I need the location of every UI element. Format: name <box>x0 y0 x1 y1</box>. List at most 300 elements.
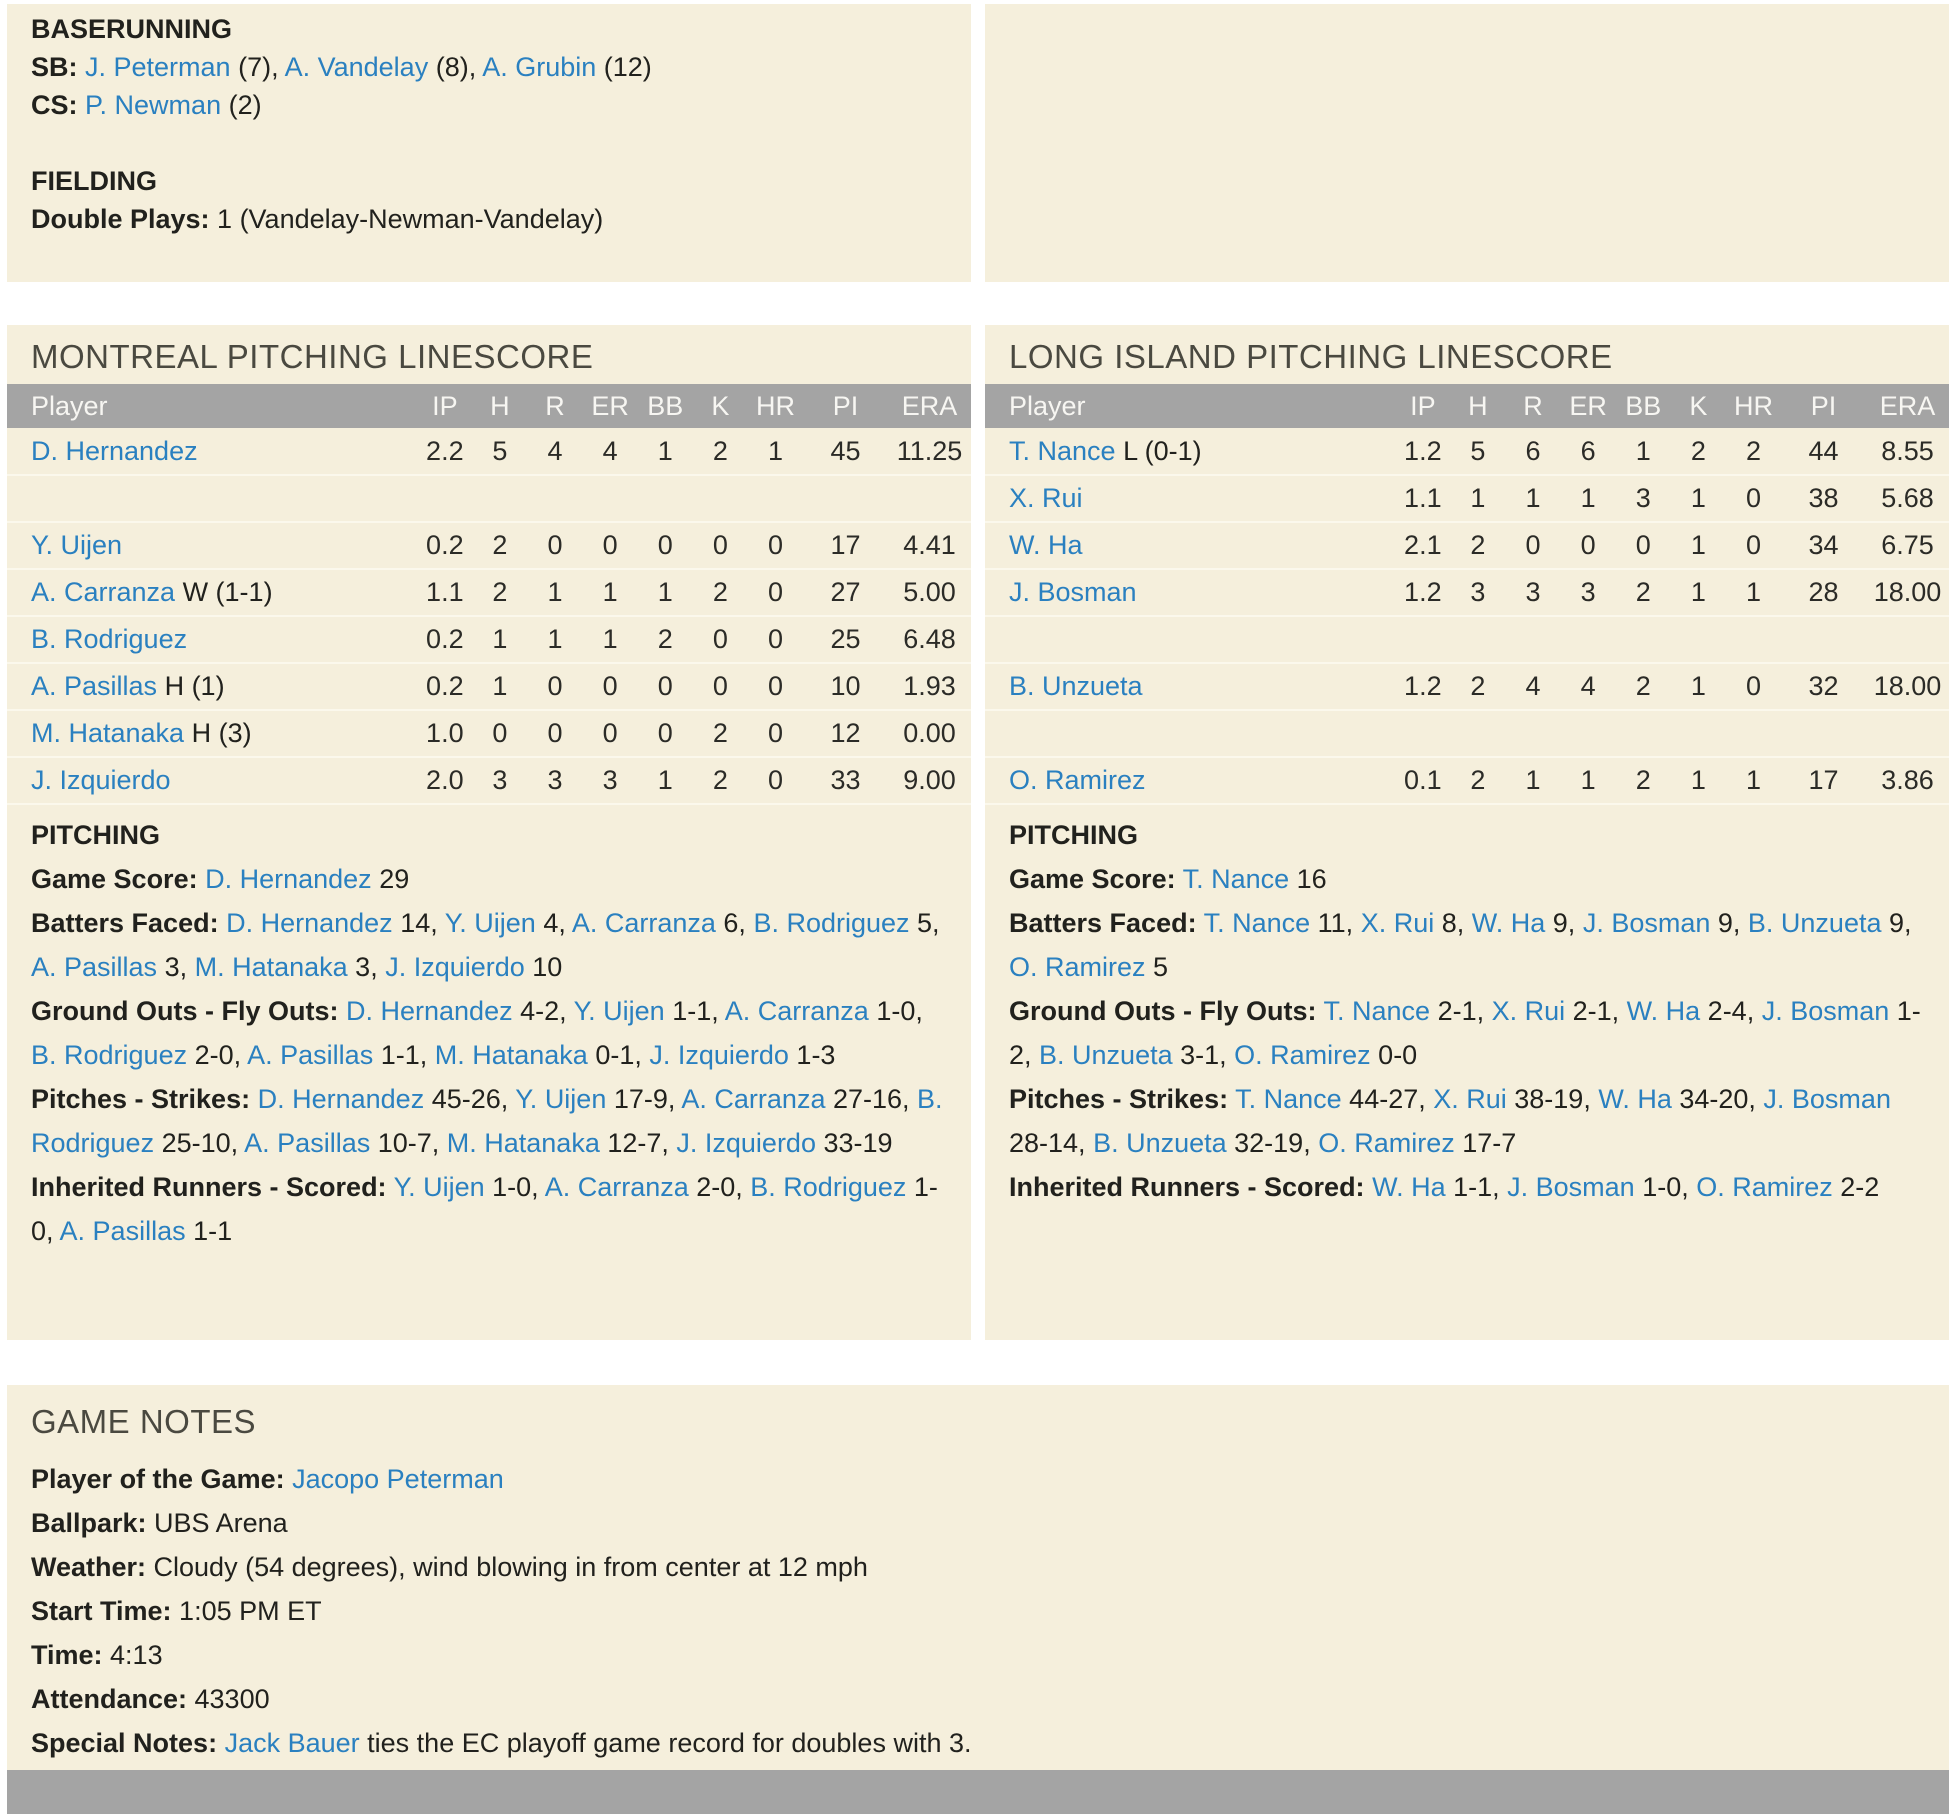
col-header-er: ER <box>591 390 629 421</box>
stat-text <box>1176 864 1183 894</box>
stat-text <box>1365 1172 1373 1202</box>
stat-cell: 0 <box>767 718 783 748</box>
player-cell <box>7 475 417 522</box>
stat-cell: 3.86 <box>1881 765 1934 795</box>
long-island-pitching-panel <box>985 325 1949 1340</box>
stat-text: 2-1, <box>1565 996 1627 1026</box>
game-notes-panel <box>7 1385 1949 1814</box>
player-link[interactable]: Jacopo Peterman <box>292 1464 504 1494</box>
stat-cell: 11.25 <box>896 435 963 466</box>
stat-cell: 0 <box>767 765 783 795</box>
col-header-er: ER <box>1569 390 1607 421</box>
stat-cell: 17 <box>830 530 861 560</box>
stat-text: 1-1 <box>185 1216 233 1246</box>
stat-cell: 0 <box>1745 483 1761 513</box>
player-link[interactable]: Y. Uijen <box>444 908 536 938</box>
player-cell <box>7 428 417 475</box>
stat-line <box>31 1457 1925 1501</box>
stat-cell: 4 <box>1525 671 1541 701</box>
stat-text: 2-0, <box>688 1172 751 1202</box>
stat-line <box>31 1077 951 1165</box>
stat-cell: 0 <box>657 671 673 701</box>
stat-cell: 3 <box>1580 577 1596 607</box>
stat-cell: 34 <box>1808 530 1839 560</box>
stat-line <box>31 1165 947 1253</box>
player-link[interactable]: W. Ha <box>1009 530 1083 560</box>
stat-text: W (1-1) <box>175 577 273 607</box>
stat-cell: 10 <box>830 671 861 701</box>
col-header-k: K <box>711 390 730 421</box>
col-header-ip: IP <box>1410 390 1436 421</box>
player-link[interactable]: A. Grubin <box>482 52 597 82</box>
col-header-h: H <box>490 390 510 421</box>
player-link[interactable]: B. Rodriguez <box>31 624 188 654</box>
pitching-heading: PITCHING <box>31 820 161 850</box>
stat-line <box>31 1721 1925 1765</box>
stat-cell: 1 <box>602 577 618 607</box>
player-cell <box>985 663 1395 710</box>
col-header-hr: HR <box>1733 390 1773 421</box>
top-section <box>7 4 1949 282</box>
player-link[interactable]: Y. Uijen <box>393 1172 485 1202</box>
stat-cell: 0 <box>767 577 783 607</box>
player-link[interactable]: P. Newman <box>85 90 222 120</box>
player-link[interactable]: B. Rodriguez <box>31 1084 951 1158</box>
stat-text: 28-14, <box>1009 1084 1899 1158</box>
pitcher-row <box>985 475 1949 522</box>
stat-line <box>31 1677 1925 1721</box>
stat-text: 33-19 <box>815 1128 893 1158</box>
player-link[interactable]: B. Unzueta <box>1039 1040 1173 1070</box>
player-link[interactable]: J. Bosman <box>1507 1172 1635 1202</box>
player-link[interactable]: A. Pasillas <box>31 671 158 701</box>
player-link[interactable]: A. Carranza <box>31 577 176 607</box>
player-link[interactable]: J. Izquierdo <box>31 765 171 795</box>
player-link[interactable]: M. Hatanaka <box>31 718 185 748</box>
stat-cell: 6.75 <box>1881 530 1934 560</box>
stat-cell: 2 <box>1470 671 1486 701</box>
player-link[interactable]: D. Hernandez <box>31 435 198 466</box>
player-link[interactable]: W. Ha <box>1471 908 1546 938</box>
player-link[interactable]: X. Rui <box>1009 483 1083 513</box>
stat-text <box>198 864 206 894</box>
stat-text: 1-0, <box>484 1172 545 1202</box>
stat-text: 25-10, <box>154 1128 245 1158</box>
montreal-pitching-panel <box>7 325 971 1340</box>
player-link[interactable]: A. Carranza <box>724 996 869 1026</box>
stat-cell: 17 <box>1808 765 1839 795</box>
stat-cell: 1 <box>547 624 563 654</box>
stat-cell <box>1866 710 1949 757</box>
stat-cell <box>748 475 803 522</box>
player-link[interactable]: D. Hernandez <box>205 864 372 894</box>
stat-label: Player of the Game: <box>31 1464 285 1494</box>
stat-text: L (0-1) <box>1115 435 1202 466</box>
stat-text <box>1197 908 1204 938</box>
pitcher-row <box>7 710 971 757</box>
player-link[interactable]: J. Bosman <box>1582 908 1711 938</box>
stat-text <box>219 908 227 938</box>
stat-cell: 12 <box>830 718 861 748</box>
stat-text: 1-0, <box>31 1172 938 1246</box>
col-header-h: H <box>1468 390 1488 421</box>
player-link[interactable]: W. Ha <box>1372 1172 1446 1202</box>
stat-cell: 5.00 <box>903 577 956 607</box>
stat-text: H (1) <box>157 671 225 701</box>
player-link[interactable]: T. Nance <box>1009 435 1116 466</box>
player-link[interactable]: Jack Bauer <box>224 1728 360 1758</box>
stat-text: 9, <box>1545 908 1583 938</box>
stat-cell: 1 <box>657 765 673 795</box>
col-header-era: ERA <box>1879 390 1936 421</box>
stat-text: 1-3 <box>788 1040 836 1070</box>
player-cell <box>985 616 1395 663</box>
stat-cell: 27 <box>830 577 861 607</box>
stat-cell <box>1395 710 1450 757</box>
stat-cell: 1 <box>1525 765 1541 795</box>
stat-text: 45-26, <box>424 1084 516 1114</box>
player-link[interactable]: T. Nance <box>1323 996 1431 1026</box>
stat-cell: 1 <box>1745 765 1761 795</box>
pitcher-row <box>7 757 971 804</box>
player-link[interactable]: X. Rui <box>1433 1084 1507 1114</box>
player-cell <box>7 522 417 569</box>
stat-text <box>285 1464 293 1494</box>
player-link[interactable]: J. Bosman <box>1761 996 1890 1026</box>
player-link[interactable]: B. Unzueta <box>1747 908 1882 938</box>
stat-cell: 18.00 <box>1873 671 1942 701</box>
stat-text: 1-1, <box>1445 1172 1508 1202</box>
player-link[interactable]: A. Pasillas <box>59 1216 186 1246</box>
stat-text: 1-1, <box>373 1040 435 1070</box>
stat-text: 27-16, <box>825 1084 918 1114</box>
stat-cell: 9.00 <box>903 765 956 795</box>
player-link[interactable]: X. Rui <box>1360 908 1435 938</box>
pitcher-row <box>7 428 971 475</box>
stat-line <box>31 901 947 989</box>
pitcher-row <box>985 663 1949 710</box>
stat-text: 17-7 <box>1454 1128 1517 1158</box>
pitcher-row <box>985 428 1949 475</box>
player-link[interactable]: O. Ramirez <box>1318 1128 1455 1158</box>
stolen-bases-line <box>31 48 947 86</box>
player-cell <box>985 569 1395 616</box>
stat-text: 3-1, <box>1172 1040 1235 1070</box>
player-cell <box>7 616 417 663</box>
stat-line <box>1009 989 1925 1077</box>
stat-cell: 4.41 <box>903 530 956 560</box>
empty-row <box>985 616 1949 663</box>
stat-cell <box>1561 616 1616 663</box>
stat-label: Ground Outs - Fly Outs: <box>1009 996 1317 1026</box>
player-link[interactable]: W. Ha <box>1598 1084 1672 1114</box>
stat-text: 5, <box>909 908 946 938</box>
stat-cell: 1.93 <box>903 671 956 701</box>
stat-cell: 4 <box>1580 671 1596 701</box>
stat-text: 0-0 <box>1370 1040 1418 1070</box>
stat-cell: 33 <box>830 765 861 795</box>
stat-cell: 6 <box>1525 435 1541 466</box>
stat-label: Inherited Runners - Scored: <box>31 1172 387 1202</box>
player-link[interactable]: T. Nance <box>1182 864 1290 894</box>
col-header-r: R <box>1523 390 1543 421</box>
cutoff-next-table-header <box>7 1770 1949 1814</box>
stat-text: 1-0, <box>868 996 931 1026</box>
montreal-pitching-table <box>7 384 971 805</box>
fielding-heading: FIELDING <box>31 166 157 196</box>
stat-cell: 32 <box>1808 671 1839 701</box>
stat-cell: 0 <box>602 718 618 748</box>
player-link[interactable]: A. Carranza <box>681 1084 826 1114</box>
stat-cell: 0 <box>547 671 563 701</box>
stat-label: CS: <box>31 90 78 120</box>
stat-cell: 0 <box>712 530 728 560</box>
player-link[interactable]: A. Carranza <box>571 908 716 938</box>
stat-label: Pitches - Strikes: <box>1009 1084 1229 1114</box>
empty-row <box>985 710 1949 757</box>
long-island-linescore-title: LONG ISLAND PITCHING LINESCORE <box>1009 338 1613 375</box>
stat-text: UBS Arena <box>146 1508 288 1538</box>
pitcher-row <box>985 757 1949 804</box>
stat-text: 10 <box>524 952 563 982</box>
stat-cell: 5 <box>1470 435 1486 466</box>
player-link[interactable]: A. Pasillas <box>247 1040 374 1070</box>
stat-cell: 1 <box>492 624 508 654</box>
col-header-player: Player <box>1009 390 1086 421</box>
stat-cell: 0 <box>602 671 618 701</box>
stat-cell: 1 <box>602 624 618 654</box>
stat-text: (7), <box>230 52 285 82</box>
player-link[interactable]: A. Vandelay <box>284 52 429 82</box>
stat-text: (12) <box>596 52 652 82</box>
player-link[interactable]: M. Hatanaka <box>434 1040 588 1070</box>
game-notes-title: GAME NOTES <box>31 1403 257 1440</box>
player-link[interactable]: O. Ramirez <box>1234 1040 1371 1070</box>
stat-text: 4:13 <box>102 1640 163 1670</box>
table-header-row <box>985 384 1949 428</box>
stat-cell: 1 <box>1745 577 1761 607</box>
stat-cell: 1.2 <box>1404 435 1442 466</box>
stat-cell: 2 <box>1470 765 1486 795</box>
caught-stealing-line <box>31 86 947 124</box>
stat-text: 1 (Vandelay-Newman-Vandelay) <box>209 204 604 234</box>
long-island-pitching-table <box>985 384 1949 805</box>
stat-label: Batters Faced: <box>1009 908 1197 938</box>
pitcher-row <box>7 569 971 616</box>
stat-label: Game Score: <box>31 864 198 894</box>
stat-cell <box>888 475 971 522</box>
stat-cell: 2 <box>1635 765 1651 795</box>
stat-text: 17-9, <box>606 1084 682 1114</box>
player-link[interactable]: T. Nance <box>1235 1084 1342 1114</box>
stat-cell: 3 <box>1525 577 1541 607</box>
player-link[interactable]: A. Carranza <box>544 1172 689 1202</box>
stat-cell: 0 <box>547 530 563 560</box>
stat-text <box>338 996 346 1026</box>
stat-cell: 2.0 <box>426 765 464 795</box>
stat-cell: 3 <box>1470 577 1486 607</box>
player-link[interactable]: Y. Uijen <box>573 996 665 1026</box>
stat-cell <box>1505 710 1560 757</box>
baserunning-heading: BASERUNNING <box>31 14 233 44</box>
col-header-bb: BB <box>1625 390 1662 421</box>
col-header-bb: BB <box>647 390 684 421</box>
stat-text <box>250 1084 258 1114</box>
player-link[interactable]: J. Peterman <box>85 52 231 82</box>
player-cell <box>7 710 417 757</box>
stat-cell: 4 <box>602 435 618 466</box>
stat-cell: 2 <box>492 577 508 607</box>
stat-text: 29 <box>371 864 410 894</box>
player-link[interactable]: B. Unzueta <box>1009 671 1143 701</box>
player-link[interactable]: B. Rodriguez <box>750 1172 907 1202</box>
stat-line <box>1009 857 1925 901</box>
stat-line <box>31 1589 1925 1633</box>
pitching-linescores-section <box>7 325 1949 1340</box>
montreal-pitching-notes <box>7 805 971 1253</box>
stat-cell <box>1726 616 1781 663</box>
stat-cell: 0.00 <box>903 718 956 748</box>
stat-text <box>1316 996 1323 1026</box>
stat-cell: 2 <box>712 765 728 795</box>
stat-cell: 0 <box>1745 530 1761 560</box>
stat-cell <box>1671 616 1726 663</box>
stat-cell: 1 <box>1690 765 1706 795</box>
stat-label: Double Plays: <box>31 204 210 234</box>
player-cell <box>985 522 1395 569</box>
player-link[interactable]: B. Rodriguez <box>31 1040 188 1070</box>
empty-panel <box>985 4 1949 282</box>
stat-cell: 6 <box>1580 435 1596 466</box>
player-link[interactable]: D. Hernandez <box>226 908 393 938</box>
pitcher-row <box>7 663 971 710</box>
stat-cell: 2 <box>657 624 673 654</box>
stat-cell: 0 <box>1525 530 1541 560</box>
stat-cell: 1 <box>1690 530 1706 560</box>
stat-cell: 1 <box>1580 483 1596 513</box>
stat-label: Ground Outs - Fly Outs: <box>31 996 339 1026</box>
player-link[interactable]: T. Nance <box>1203 908 1311 938</box>
player-link[interactable]: W. Ha <box>1626 996 1701 1026</box>
player-link[interactable]: J. Bosman <box>1009 577 1137 607</box>
stat-line <box>31 989 947 1077</box>
col-header-ip: IP <box>432 390 458 421</box>
player-link[interactable]: A. Pasillas <box>244 1128 371 1158</box>
stat-cell: 5 <box>492 435 508 466</box>
stat-text: 3, <box>157 952 195 982</box>
col-header-pi: PI <box>832 390 859 421</box>
player-link[interactable]: D. Hernandez <box>346 996 513 1026</box>
stat-line <box>1009 1165 1925 1209</box>
player-link[interactable]: J. Izquierdo <box>649 1040 789 1070</box>
stat-cell <box>583 475 638 522</box>
stat-cell: 0.2 <box>426 671 464 701</box>
col-header-player: Player <box>31 390 108 421</box>
stat-text: 34-20, <box>1671 1084 1764 1114</box>
stat-label: Weather: <box>31 1552 147 1582</box>
stat-cell <box>1395 616 1450 663</box>
stat-text: (8), <box>428 52 483 82</box>
player-link[interactable]: B. Unzueta <box>1093 1128 1227 1158</box>
stat-cell: 0 <box>1580 530 1596 560</box>
player-link[interactable]: J. Bosman <box>1763 1084 1891 1114</box>
double-plays-line <box>31 200 947 238</box>
player-cell <box>7 569 417 616</box>
player-link[interactable]: M. Hatanaka <box>446 1128 600 1158</box>
stat-cell: 1.0 <box>426 718 464 748</box>
stat-text: 2-0, <box>187 1040 248 1070</box>
player-link[interactable]: O. Ramirez <box>1696 1172 1833 1202</box>
stat-cell: 3 <box>547 765 563 795</box>
stat-cell: 8.55 <box>1881 435 1934 466</box>
player-link[interactable]: D. Hernandez <box>257 1084 425 1114</box>
stat-text: 2-2 <box>1832 1172 1880 1202</box>
player-link[interactable]: J. Izquierdo <box>385 952 525 982</box>
stat-text <box>78 52 86 82</box>
stat-cell: 0 <box>657 718 673 748</box>
stat-cell <box>1561 710 1616 757</box>
stat-text: 6, <box>715 908 754 938</box>
stat-text: 5 <box>1145 952 1169 982</box>
player-link[interactable]: A. Pasillas <box>31 952 158 982</box>
stat-cell: 2 <box>712 435 728 466</box>
stat-cell: 2 <box>1470 530 1486 560</box>
stat-text: 43300 <box>187 1684 270 1714</box>
player-link[interactable]: M. Hatanaka <box>194 952 348 982</box>
player-link[interactable]: B. Rodriguez <box>753 908 910 938</box>
long-island-pitching-notes <box>985 805 1949 1209</box>
stat-cell: 1 <box>1525 483 1541 513</box>
stat-cell <box>417 475 472 522</box>
stat-text: 1:05 PM ET <box>171 1596 322 1626</box>
player-link[interactable]: O. Ramirez <box>1009 765 1146 795</box>
stat-cell <box>1505 616 1560 663</box>
stat-text: ties the EC playoff game record for doubles with 3. <box>359 1728 972 1758</box>
stat-text: 38-19, <box>1506 1084 1599 1114</box>
stat-cell: 1 <box>1470 483 1486 513</box>
stat-text: 16 <box>1289 864 1327 894</box>
col-header-pi: PI <box>1810 390 1837 421</box>
stat-cell: 2 <box>1635 577 1651 607</box>
player-link[interactable]: Y. Uijen <box>31 530 123 560</box>
player-cell <box>7 757 417 804</box>
stat-text: 32-19, <box>1226 1128 1319 1158</box>
stat-text <box>387 1172 394 1202</box>
stat-cell: 0 <box>602 530 618 560</box>
stat-label: Batters Faced: <box>31 908 219 938</box>
stat-text: 11, <box>1310 908 1361 938</box>
stat-text: 2-4, <box>1700 996 1762 1026</box>
player-link[interactable]: O. Ramirez <box>1009 952 1146 982</box>
stat-text: 0-1, <box>587 1040 650 1070</box>
stat-cell: 1.1 <box>1404 483 1442 513</box>
player-link[interactable]: J. Izquierdo <box>676 1128 816 1158</box>
stat-cell: 18.00 <box>1873 577 1942 607</box>
empty-row <box>7 475 971 522</box>
stat-cell: 2 <box>1745 435 1761 466</box>
pitching-notes-lines <box>1009 857 1925 1209</box>
player-link[interactable]: Y. Uijen <box>515 1084 607 1114</box>
player-link[interactable]: X. Rui <box>1491 996 1566 1026</box>
stat-cell <box>1616 616 1671 663</box>
stat-cell: 2 <box>712 577 728 607</box>
stat-cell: 1 <box>492 671 508 701</box>
stat-cell: 45 <box>830 435 861 466</box>
pitcher-row <box>7 522 971 569</box>
stat-cell <box>1781 710 1866 757</box>
baserunning-fielding-panel <box>7 4 971 282</box>
stat-line <box>31 1633 1925 1677</box>
